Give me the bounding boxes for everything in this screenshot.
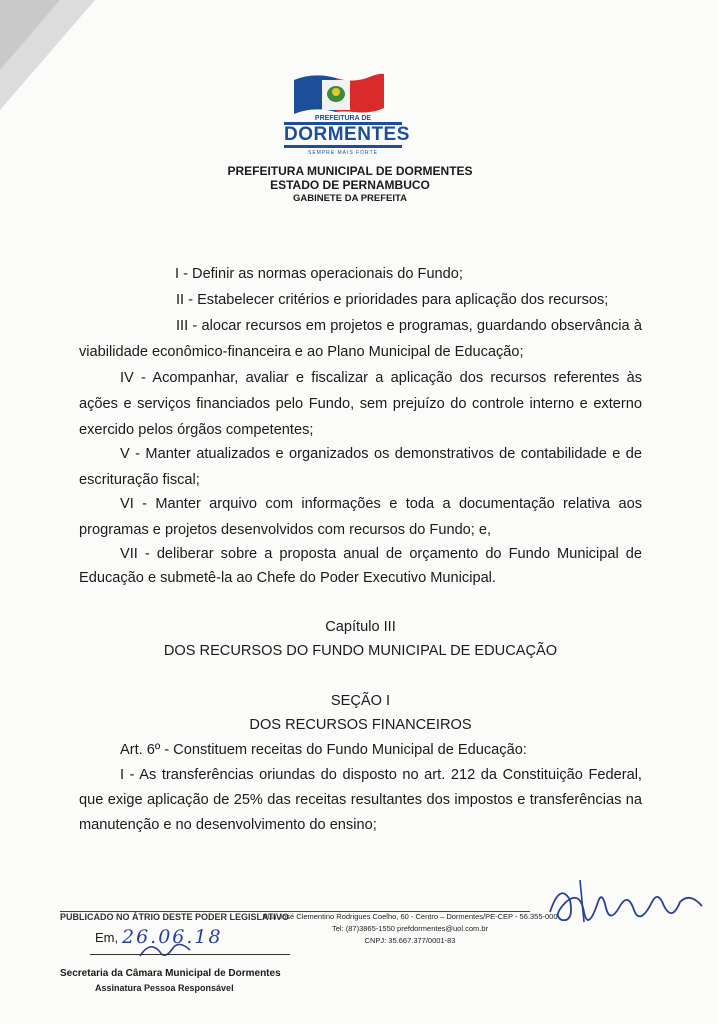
item-v-line1: V - Manter atualizados e organizados os demonstrativos de contabilidade e de [120, 446, 642, 462]
item-ii: II - Estabelecer critérios e prioridades para aplicação dos recursos; [176, 292, 609, 308]
article-6: Art. 6º - Constituem receitas do Fundo Municipal de Educação: [120, 742, 527, 758]
handwritten-signature [540, 872, 710, 942]
item-vii-line2: Educação e submetê-la ao Chefe do Poder Executivo Municipal. [79, 570, 496, 586]
art6-item-i-line3: manutenção e no desenvolvimento do ensino; [79, 817, 377, 833]
flag-icon [284, 70, 404, 120]
art6-item-i-line2: que exige aplicação de 25% das receitas resultantes dos impostos e transferências na [79, 792, 642, 808]
item-iii-line1: III - alocar recursos em projetos e programas, guardando observância à [176, 318, 642, 334]
art6-item-i-line1: I - As transferências oriundas do disposto no art. 212 da Constituição Federal, [120, 767, 642, 783]
publication-stamp: PUBLICADO NO ÁTRIO DESTE PODER LEGISLATIVO [60, 912, 289, 922]
responsible-signature-label: Assinatura Pessoa Responsável [95, 983, 234, 993]
section-title: DOS RECURSOS FINANCEIROS [249, 717, 472, 733]
item-i: I - Definir as normas operacionais do Fundo; [175, 266, 463, 282]
chapter-title: DOS RECURSOS DO FUNDO MUNICIPAL DE EDUCAÇÃO [163, 643, 558, 659]
logo-tagline: SEMPRE MAIS FORTE [308, 150, 378, 156]
document-header [200, 164, 500, 205]
secretaria-label: Secretaria da Câmara Municipal de Dormentes [60, 968, 281, 979]
item-iv-line2: ações e serviços financiados pelo Fundo, sem prejuízo do controle interno e externo [79, 396, 642, 412]
item-iii-line2: viabilidade econômico-financeira e ao Plano Municipal de Educação; [79, 344, 524, 360]
footer-address [250, 911, 570, 947]
signature-line [90, 954, 290, 955]
header-line-1: PREFEITURA MUNICIPAL DE DORMENTES [227, 164, 473, 178]
item-vii-line1: VII - deliberar sobre a proposta anual de orçamento do Fundo Municipal de [120, 546, 642, 562]
item-vi-line2: programas e projetos desenvolvidos com recursos do Fundo; e, [79, 522, 492, 538]
header-line-3: GABINETE DA PREFEITA [292, 193, 407, 204]
address-line-3: CNPJ: 35.667.377/0001-83 [364, 936, 456, 945]
folded-corner-shadow [0, 0, 60, 70]
item-v-line2: escrituração fiscal; [79, 472, 200, 488]
prefeitura-logo [284, 70, 410, 158]
item-vi-line1: VI - Manter arquivo com informações e toda a documentação relativa aos [120, 496, 642, 512]
address-line-2: Tel: (87)3865-1550 prefdormentes@uol.com.br [331, 924, 489, 933]
logo-name: DORMENTES [284, 122, 402, 148]
header-line-2: ESTADO DE PERNAMBUCO [270, 178, 430, 192]
section-heading: SEÇÃO I [330, 693, 391, 709]
initials-signature [135, 938, 195, 964]
chapter-heading: Capítulo III [325, 619, 396, 635]
item-iv-line3: exercido pelos órgãos competentes; [79, 422, 314, 438]
address-line-1: Rua José Clementino Rodrigues Coelho, 60 - Centro – Dormentes/PE-CEP - 56.355-000 [262, 912, 558, 921]
logo-small-text: PREFEITURA DE [314, 115, 372, 122]
em-label: Em, [95, 930, 119, 945]
item-iv-line1: IV - Acompanhar, avaliar e fiscalizar a aplicação dos recursos referentes às [120, 370, 642, 386]
handwritten-date: 26.06.18 [122, 926, 223, 948]
